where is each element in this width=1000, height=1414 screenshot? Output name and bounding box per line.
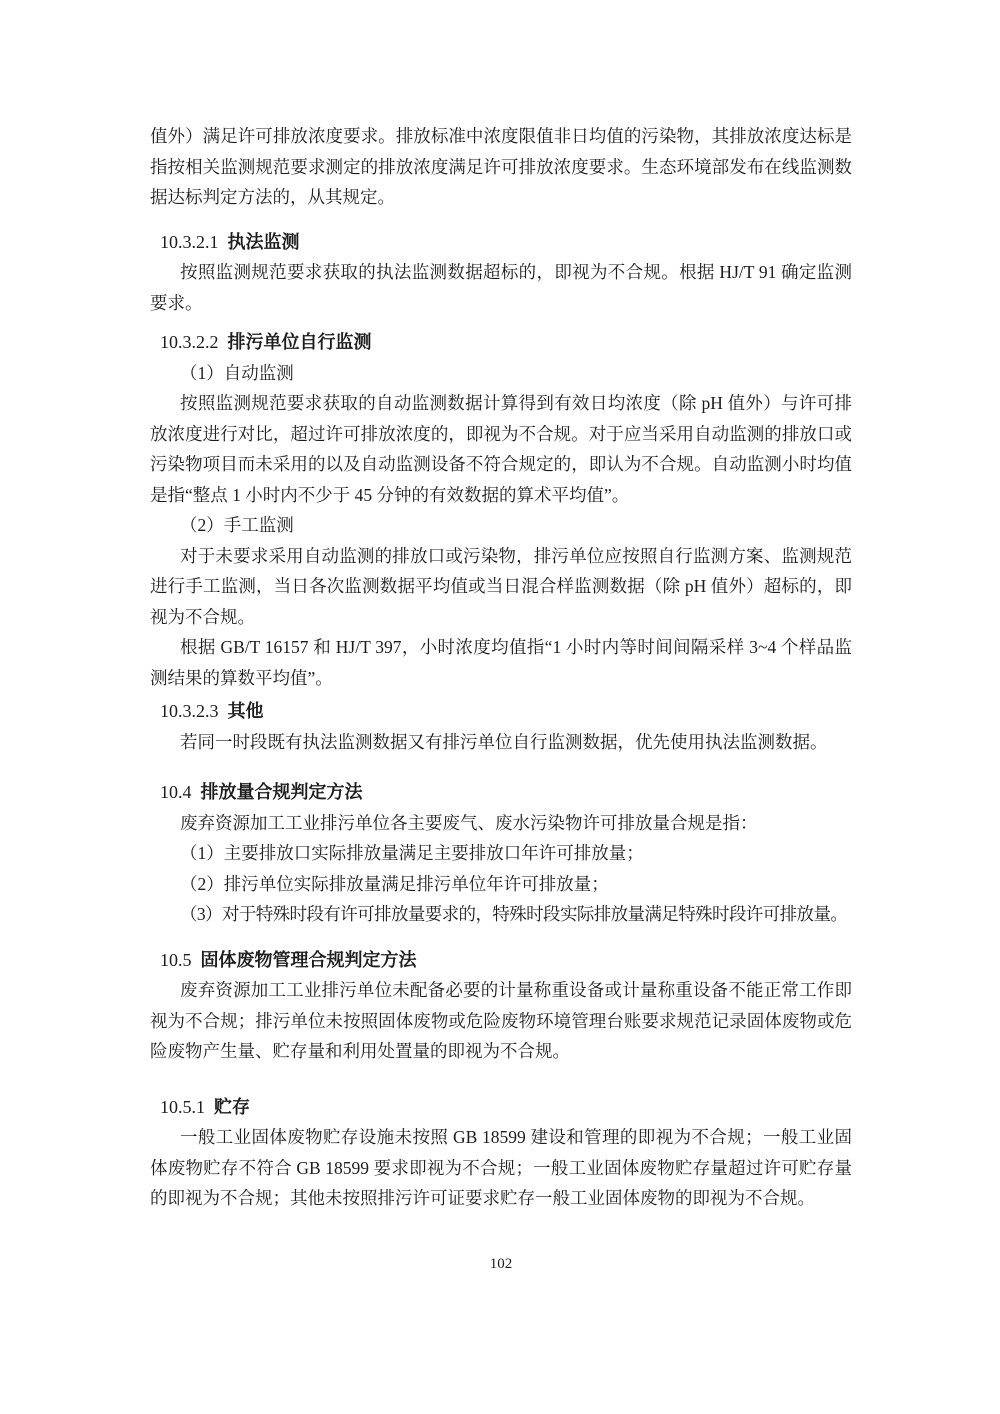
heading-number: 10.3.2.1 (160, 231, 219, 252)
heading-number: 10.5.1 (160, 1096, 205, 1117)
paragraph: 根据 GB/T 16157 和 HJ/T 397，小时浓度均值指“1 小时内等时间间隔采样 3~4 个样品监测结果的算数平均值”。 (150, 637, 852, 688)
heading-10-3-2-2 (160, 327, 852, 358)
paragraph-continuation: 值外）满足许可排放浓度要求。排放标准中浓度限值非日均值的污染物，其排放浓度达标是指按相关监测规范要求测定的排放浓度满足许可排放浓度要求。生态环境部发布在线监测数据达标判定方法的，从其规定。 (150, 126, 852, 207)
paragraph: 废弃资源加工工业排污单位未配备必要的计量称重设备或计量称重设备不能正常工作即视为不合规；排污单位未按照固体废物或危险废物环境管理台账要求规范记录固体废物或危险废物产生量、贮存量和利用处置量的即视为不合规。 (150, 980, 852, 1061)
heading-10-3-2-1 (160, 227, 852, 258)
paragraph: 废弃资源加工工业排污单位各主要废气、废水污染物许可排放量合规是指： (180, 812, 758, 833)
heading-10-3-2-3 (160, 696, 852, 727)
heading-10-5 (160, 945, 852, 976)
heading-title: 其他 (227, 701, 264, 721)
list-item-manual-monitoring: （2）手工监测 (180, 515, 294, 535)
list-item-3: （3）对于特殊时段有许可排放量要求的，特殊时段实际排放量满足特殊时段许可排放量。 (180, 904, 848, 924)
heading-10-4 (160, 777, 852, 808)
heading-title: 执法监测 (227, 231, 300, 252)
list-item-2: （2）排污单位实际排放量满足排污单位年许可排放量； (180, 873, 609, 894)
paragraph: 按照监测规范要求获取的自动监测数据计算得到有效日均浓度（除 pH 值外）与许可排放浓度进行对比，超过许可排放浓度的，即视为不合规。对于应当采用自动监测的排放口或污染物项目而未采用的以及自动监测设备不符合规定的，即认为不合规。自动监测小时均值是指“整点 1 小时内不少于 45 分钟的有效数据的算术平均值”。 (150, 393, 852, 505)
page-number: 102 (489, 1255, 513, 1272)
heading-number: 10.3.2.3 (160, 701, 219, 721)
list-item-1: （1）主要排放口实际排放量满足主要排放口年许可排放量； (180, 843, 644, 863)
list-item-auto-monitoring: （1）自动监测 (180, 362, 294, 383)
heading-title: 贮存 (214, 1096, 250, 1117)
heading-10-5-1 (160, 1092, 852, 1123)
heading-title: 固体废物管理合规判定方法 (200, 949, 417, 970)
paragraph: 一般工业固体废物贮存设施未按照 GB 18599 建设和管理的即视为不合规；一般工业固体废物贮存不符合 GB 18599 要求即视为不合规；一般工业固体废物贮存量超过许可贮存量的即视为不合规；其他未按照排污许可证要求贮存一般工业固体废物的即视为不合规。 (150, 1127, 852, 1208)
heading-number: 10.3.2.2 (160, 332, 219, 352)
paragraph: 对于未要求采用自动监测的排放口或污染物，排污单位应按照自行监测方案、监测规范进行手工监测，当日各次监测数据平均值或当日混合样监测数据（除 pH 值外）超标的，即视为不合规。 (150, 545, 852, 627)
heading-number: 10.5 (160, 949, 192, 970)
heading-number: 10.4 (160, 782, 192, 802)
heading-title: 排放量合规判定方法 (200, 782, 363, 802)
paragraph: 若同一时段既有执法监测数据又有排污单位自行监测数据，优先使用执法监测数据。 (180, 731, 828, 752)
paragraph: 按照监测规范要求获取的执法监测数据超标的，即视为不合规。根据 HJ/T 91 确定监测要求。 (150, 262, 852, 313)
heading-title: 排污单位自行监测 (227, 332, 372, 352)
